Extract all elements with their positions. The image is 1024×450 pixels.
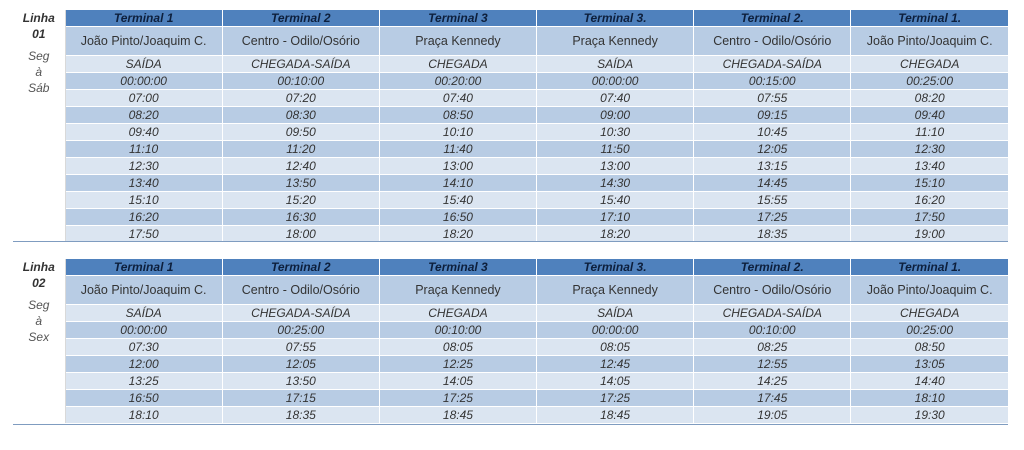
time-cell: 16:20 — [65, 209, 222, 226]
time-row — [13, 107, 1008, 124]
time-cell: 15:20 — [222, 192, 379, 209]
time-cell: 18:10 — [851, 390, 1008, 407]
table-divider — [13, 424, 1008, 425]
time-cell: 07:00 — [65, 90, 222, 107]
time-cell: 00:10:00 — [694, 322, 851, 339]
time-cell: 09:15 — [694, 107, 851, 124]
time-cell: 17:50 — [65, 226, 222, 243]
terminal-header: Terminal 3 — [379, 10, 536, 27]
time-cell: 18:35 — [222, 407, 379, 424]
terminal-header: Terminal 2. — [694, 259, 851, 276]
time-cell: 12:55 — [694, 356, 851, 373]
line-label: Linha — [22, 260, 55, 274]
terminal-header-row — [13, 10, 1008, 27]
days-label: Seg — [28, 49, 50, 63]
time-row — [13, 226, 1008, 243]
time-cell: 13:25 — [65, 373, 222, 390]
terminal-header: Terminal 1. — [851, 259, 1008, 276]
time-cell: 13:15 — [694, 158, 851, 175]
time-cell: 07:40 — [537, 90, 694, 107]
stop-type: CHEGADA-SAÍDA — [694, 305, 851, 322]
place-row — [13, 276, 1008, 305]
time-cell: 10:30 — [537, 124, 694, 141]
time-cell: 07:55 — [222, 339, 379, 356]
time-row — [13, 322, 1008, 339]
terminal-header: Terminal 2. — [694, 10, 851, 27]
time-cell: 16:50 — [379, 209, 536, 226]
table-divider — [13, 241, 1008, 242]
days-label: Sex — [28, 330, 50, 344]
time-cell: 18:45 — [379, 407, 536, 424]
time-cell: 13:40 — [851, 158, 1008, 175]
time-cell: 11:10 — [851, 124, 1008, 141]
time-cell: 00:25:00 — [851, 73, 1008, 90]
time-cell: 13:00 — [537, 158, 694, 175]
time-cell: 12:05 — [222, 356, 379, 373]
time-cell: 12:00 — [65, 356, 222, 373]
time-cell: 14:25 — [694, 373, 851, 390]
stop-type-row — [13, 305, 1008, 322]
time-cell: 00:00:00 — [65, 73, 222, 90]
line-label-cell — [13, 10, 65, 242]
time-cell: 15:40 — [537, 192, 694, 209]
terminal-header: Terminal 3 — [379, 259, 536, 276]
stop-type: SAÍDA — [537, 305, 694, 322]
time-cell: 12:25 — [379, 356, 536, 373]
time-cell: 15:10 — [65, 192, 222, 209]
time-cell: 00:15:00 — [694, 73, 851, 90]
time-cell: 12:30 — [851, 141, 1008, 158]
time-cell: 13:40 — [65, 175, 222, 192]
time-cell: 11:40 — [379, 141, 536, 158]
place-name: João Pinto/Joaquim C. — [851, 276, 1008, 305]
time-cell: 18:35 — [694, 226, 851, 243]
time-cell: 00:00:00 — [537, 322, 694, 339]
time-row — [13, 73, 1008, 90]
place-name: Praça Kennedy — [537, 27, 694, 56]
days-label: Sáb — [28, 81, 50, 95]
time-cell: 07:20 — [222, 90, 379, 107]
time-cell: 00:10:00 — [222, 73, 379, 90]
days-label: à — [35, 65, 43, 79]
time-cell: 17:25 — [379, 390, 536, 407]
time-cell: 09:00 — [537, 107, 694, 124]
time-cell: 19:30 — [851, 407, 1008, 424]
time-cell: 14:30 — [537, 175, 694, 192]
stop-type: SAÍDA — [65, 305, 222, 322]
terminal-header-row — [13, 259, 1008, 276]
time-cell: 14:05 — [537, 373, 694, 390]
stop-type: CHEGADA-SAÍDA — [222, 56, 379, 73]
time-cell: 10:45 — [694, 124, 851, 141]
time-cell: 13:00 — [379, 158, 536, 175]
time-cell: 11:20 — [222, 141, 379, 158]
place-name: Centro - Odilo/Osório — [694, 276, 851, 305]
line-number: 01 — [32, 27, 46, 41]
time-cell: 13:50 — [222, 175, 379, 192]
line-label-cell — [13, 259, 65, 423]
time-cell: 18:45 — [537, 407, 694, 424]
time-cell: 17:25 — [537, 390, 694, 407]
time-cell: 16:20 — [851, 192, 1008, 209]
stop-type: CHEGADA — [851, 56, 1008, 73]
time-row — [13, 175, 1008, 192]
time-cell: 16:50 — [65, 390, 222, 407]
time-cell: 15:40 — [379, 192, 536, 209]
time-cell: 00:25:00 — [851, 322, 1008, 339]
time-cell: 19:05 — [694, 407, 851, 424]
time-cell: 07:40 — [379, 90, 536, 107]
time-cell: 15:55 — [694, 192, 851, 209]
time-cell: 10:10 — [379, 124, 536, 141]
time-cell: 12:45 — [537, 356, 694, 373]
stop-type: CHEGADA-SAÍDA — [694, 56, 851, 73]
place-name: Praça Kennedy — [379, 27, 536, 56]
time-cell: 08:25 — [694, 339, 851, 356]
time-cell: 18:20 — [379, 226, 536, 243]
time-cell: 17:45 — [694, 390, 851, 407]
terminal-header: Terminal 2 — [222, 259, 379, 276]
time-row — [13, 390, 1008, 407]
time-cell: 08:20 — [851, 90, 1008, 107]
time-cell: 00:00:00 — [65, 322, 222, 339]
time-cell: 16:30 — [222, 209, 379, 226]
time-cell: 12:05 — [694, 141, 851, 158]
time-row — [13, 339, 1008, 356]
time-cell: 07:30 — [65, 339, 222, 356]
terminal-header: Terminal 1 — [65, 10, 222, 27]
stop-type-row — [13, 56, 1008, 73]
line-label: Linha — [22, 11, 55, 25]
time-cell: 17:50 — [851, 209, 1008, 226]
time-cell: 08:05 — [379, 339, 536, 356]
time-cell: 08:50 — [851, 339, 1008, 356]
terminal-header: Terminal 2 — [222, 10, 379, 27]
time-cell: 00:10:00 — [379, 322, 536, 339]
time-cell: 08:30 — [222, 107, 379, 124]
time-cell: 08:20 — [65, 107, 222, 124]
time-cell: 11:10 — [65, 141, 222, 158]
time-cell: 14:10 — [379, 175, 536, 192]
place-name: João Pinto/Joaquim C. — [851, 27, 1008, 56]
place-name: Praça Kennedy — [379, 276, 536, 305]
time-cell: 00:25:00 — [222, 322, 379, 339]
time-cell: 14:05 — [379, 373, 536, 390]
time-row — [13, 209, 1008, 226]
time-cell: 13:50 — [222, 373, 379, 390]
time-row — [13, 90, 1008, 107]
days-label: à — [35, 314, 43, 328]
place-name: Centro - Odilo/Osório — [694, 27, 851, 56]
place-name: João Pinto/Joaquim C. — [65, 276, 222, 305]
terminal-header: Terminal 3. — [537, 10, 694, 27]
time-cell: 09:40 — [851, 107, 1008, 124]
time-row — [13, 192, 1008, 209]
time-cell: 08:05 — [537, 339, 694, 356]
time-cell: 07:55 — [694, 90, 851, 107]
time-row — [13, 124, 1008, 141]
time-cell: 14:40 — [851, 373, 1008, 390]
stop-type: SAÍDA — [65, 56, 222, 73]
terminal-header: Terminal 1. — [851, 10, 1008, 27]
time-row — [13, 356, 1008, 373]
time-cell: 13:05 — [851, 356, 1008, 373]
time-cell: 18:20 — [537, 226, 694, 243]
place-name: Praça Kennedy — [537, 276, 694, 305]
time-row — [13, 158, 1008, 175]
schedule-table-linha-01 — [13, 10, 1008, 242]
time-cell: 17:10 — [537, 209, 694, 226]
time-cell: 12:30 — [65, 158, 222, 175]
stop-type: CHEGADA — [379, 56, 536, 73]
time-cell: 09:40 — [65, 124, 222, 141]
days-label: Seg — [28, 298, 50, 312]
time-cell: 17:25 — [694, 209, 851, 226]
time-cell: 00:20:00 — [379, 73, 536, 90]
place-name: João Pinto/Joaquim C. — [65, 27, 222, 56]
time-cell: 18:00 — [222, 226, 379, 243]
schedule-table-linha-02 — [13, 259, 1008, 423]
place-name: Centro - Odilo/Osório — [222, 276, 379, 305]
place-name: Centro - Odilo/Osório — [222, 27, 379, 56]
place-row — [13, 27, 1008, 56]
time-cell: 00:00:00 — [537, 73, 694, 90]
time-row — [13, 373, 1008, 390]
terminal-header: Terminal 3. — [537, 259, 694, 276]
time-cell: 15:10 — [851, 175, 1008, 192]
time-cell: 14:45 — [694, 175, 851, 192]
stop-type: CHEGADA — [379, 305, 536, 322]
stop-type: CHEGADA-SAÍDA — [222, 305, 379, 322]
time-cell: 11:50 — [537, 141, 694, 158]
time-cell: 18:10 — [65, 407, 222, 424]
time-cell: 09:50 — [222, 124, 379, 141]
time-cell: 17:15 — [222, 390, 379, 407]
stop-type: SAÍDA — [537, 56, 694, 73]
terminal-header: Terminal 1 — [65, 259, 222, 276]
time-row — [13, 141, 1008, 158]
time-row — [13, 407, 1008, 424]
time-cell: 19:00 — [851, 226, 1008, 243]
time-cell: 12:40 — [222, 158, 379, 175]
line-number: 02 — [32, 276, 46, 290]
time-cell: 08:50 — [379, 107, 536, 124]
stop-type: CHEGADA — [851, 305, 1008, 322]
